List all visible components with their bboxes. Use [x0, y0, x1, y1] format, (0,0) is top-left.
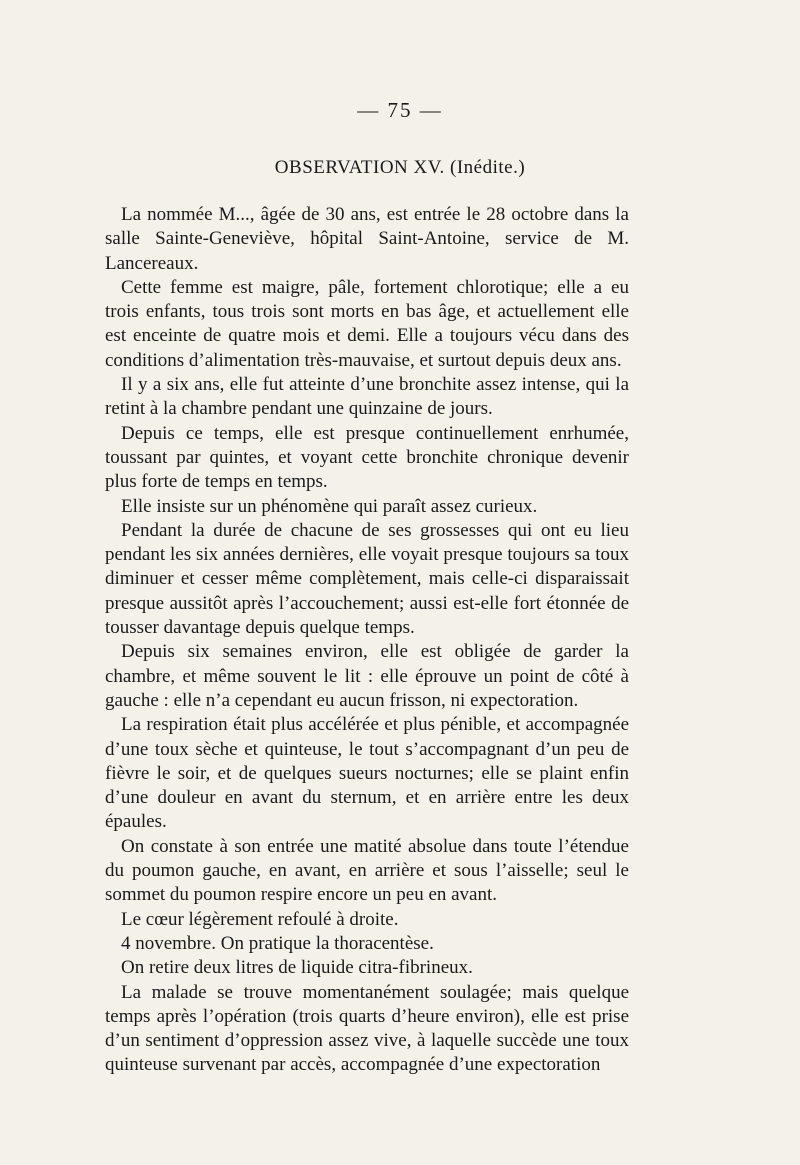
paragraph: La respiration était plus accélérée et plus pénible, et accompagnée d’une toux sèche et quinteuse, le tout s’accompagnant d’un peu de fièvre le soir, et de quelques sueurs nocturnes; elle se plaint enfin d’une douleur en avant du sternum, et en arrière entre les deux épaules. — [105, 714, 629, 833]
paragraph: On retire deux litres de liquide citra-fibrineux. — [121, 957, 473, 979]
paragraph: Cette femme est maigre, pâle, fortement chlorotique; elle a eu trois enfants, tous trois sont morts en bas âge, et actuellement elle est enceinte de quatre mois et demi. Elle a toujours vécu dans des conditions d’alimentation très-mauvaise, et surtout depuis deux ans. — [105, 276, 629, 371]
page-number: — 75 — — [357, 98, 443, 122]
paragraph: On constate à son entrée une matité absolue dans toute l’étendue du poumon gauche, en avant, en arrière et sous l’aisselle; seul le sommet du poumon respire encore un peu en avant. — [105, 835, 629, 906]
paragraph: 4 novembre. On pratique la thoracentèse. — [121, 932, 434, 954]
paragraph: Elle insiste sur un phénomène qui paraît assez curieux. — [121, 495, 538, 517]
paragraph: Pendant la durée de chacune de ses grossesses qui ont eu lieu pendant les six années dernières, elle voyait presque toujours sa toux diminuer et cesser même complètement, mais celle-ci disparaissait presque aussitôt après l’accouchement; aussi est-elle fort étonnée de tousser davantage depuis quelque temps. — [105, 519, 629, 639]
paragraph: La nommée M..., âgée de 30 ans, est entrée le 28 octobre dans la salle Sainte-Geneviève, hôpital Saint-Antoine, service de M. Lancereaux. — [105, 204, 629, 274]
paragraph: Il y a six ans, elle fut atteinte d’une bronchite assez intense, qui la retint à la chambre pendant une quinzaine de jours. — [105, 374, 629, 420]
paragraph: La malade se trouve momentanément soulagée; mais quelque temps après l’opération (trois quarts d’heure environ), elle est prise d’un sentiment d’oppression assez vive, à laquelle succède une toux quinteuse survenant par accès, accompagnée d’une expectoration — [105, 981, 629, 1076]
paragraph: Depuis six semaines environ, elle est obligée de garder la chambre, et même souvent le lit : elle éprouve un point de côté à gauche : elle n’a cependant eu aucun frisson, ni expectoration. — [105, 641, 629, 711]
paragraph: Depuis ce temps, elle est presque continuellement enrhumée, toussant par quintes, et voyant cette bronchite chronique devenir plus forte de temps en temps. — [105, 422, 629, 493]
paragraph: Le cœur légèrement refoulé à droite. — [121, 908, 399, 930]
observation-body — [105, 203, 629, 1078]
observation-title: OBSERVATION XV. (Inédite.) — [274, 157, 526, 178]
